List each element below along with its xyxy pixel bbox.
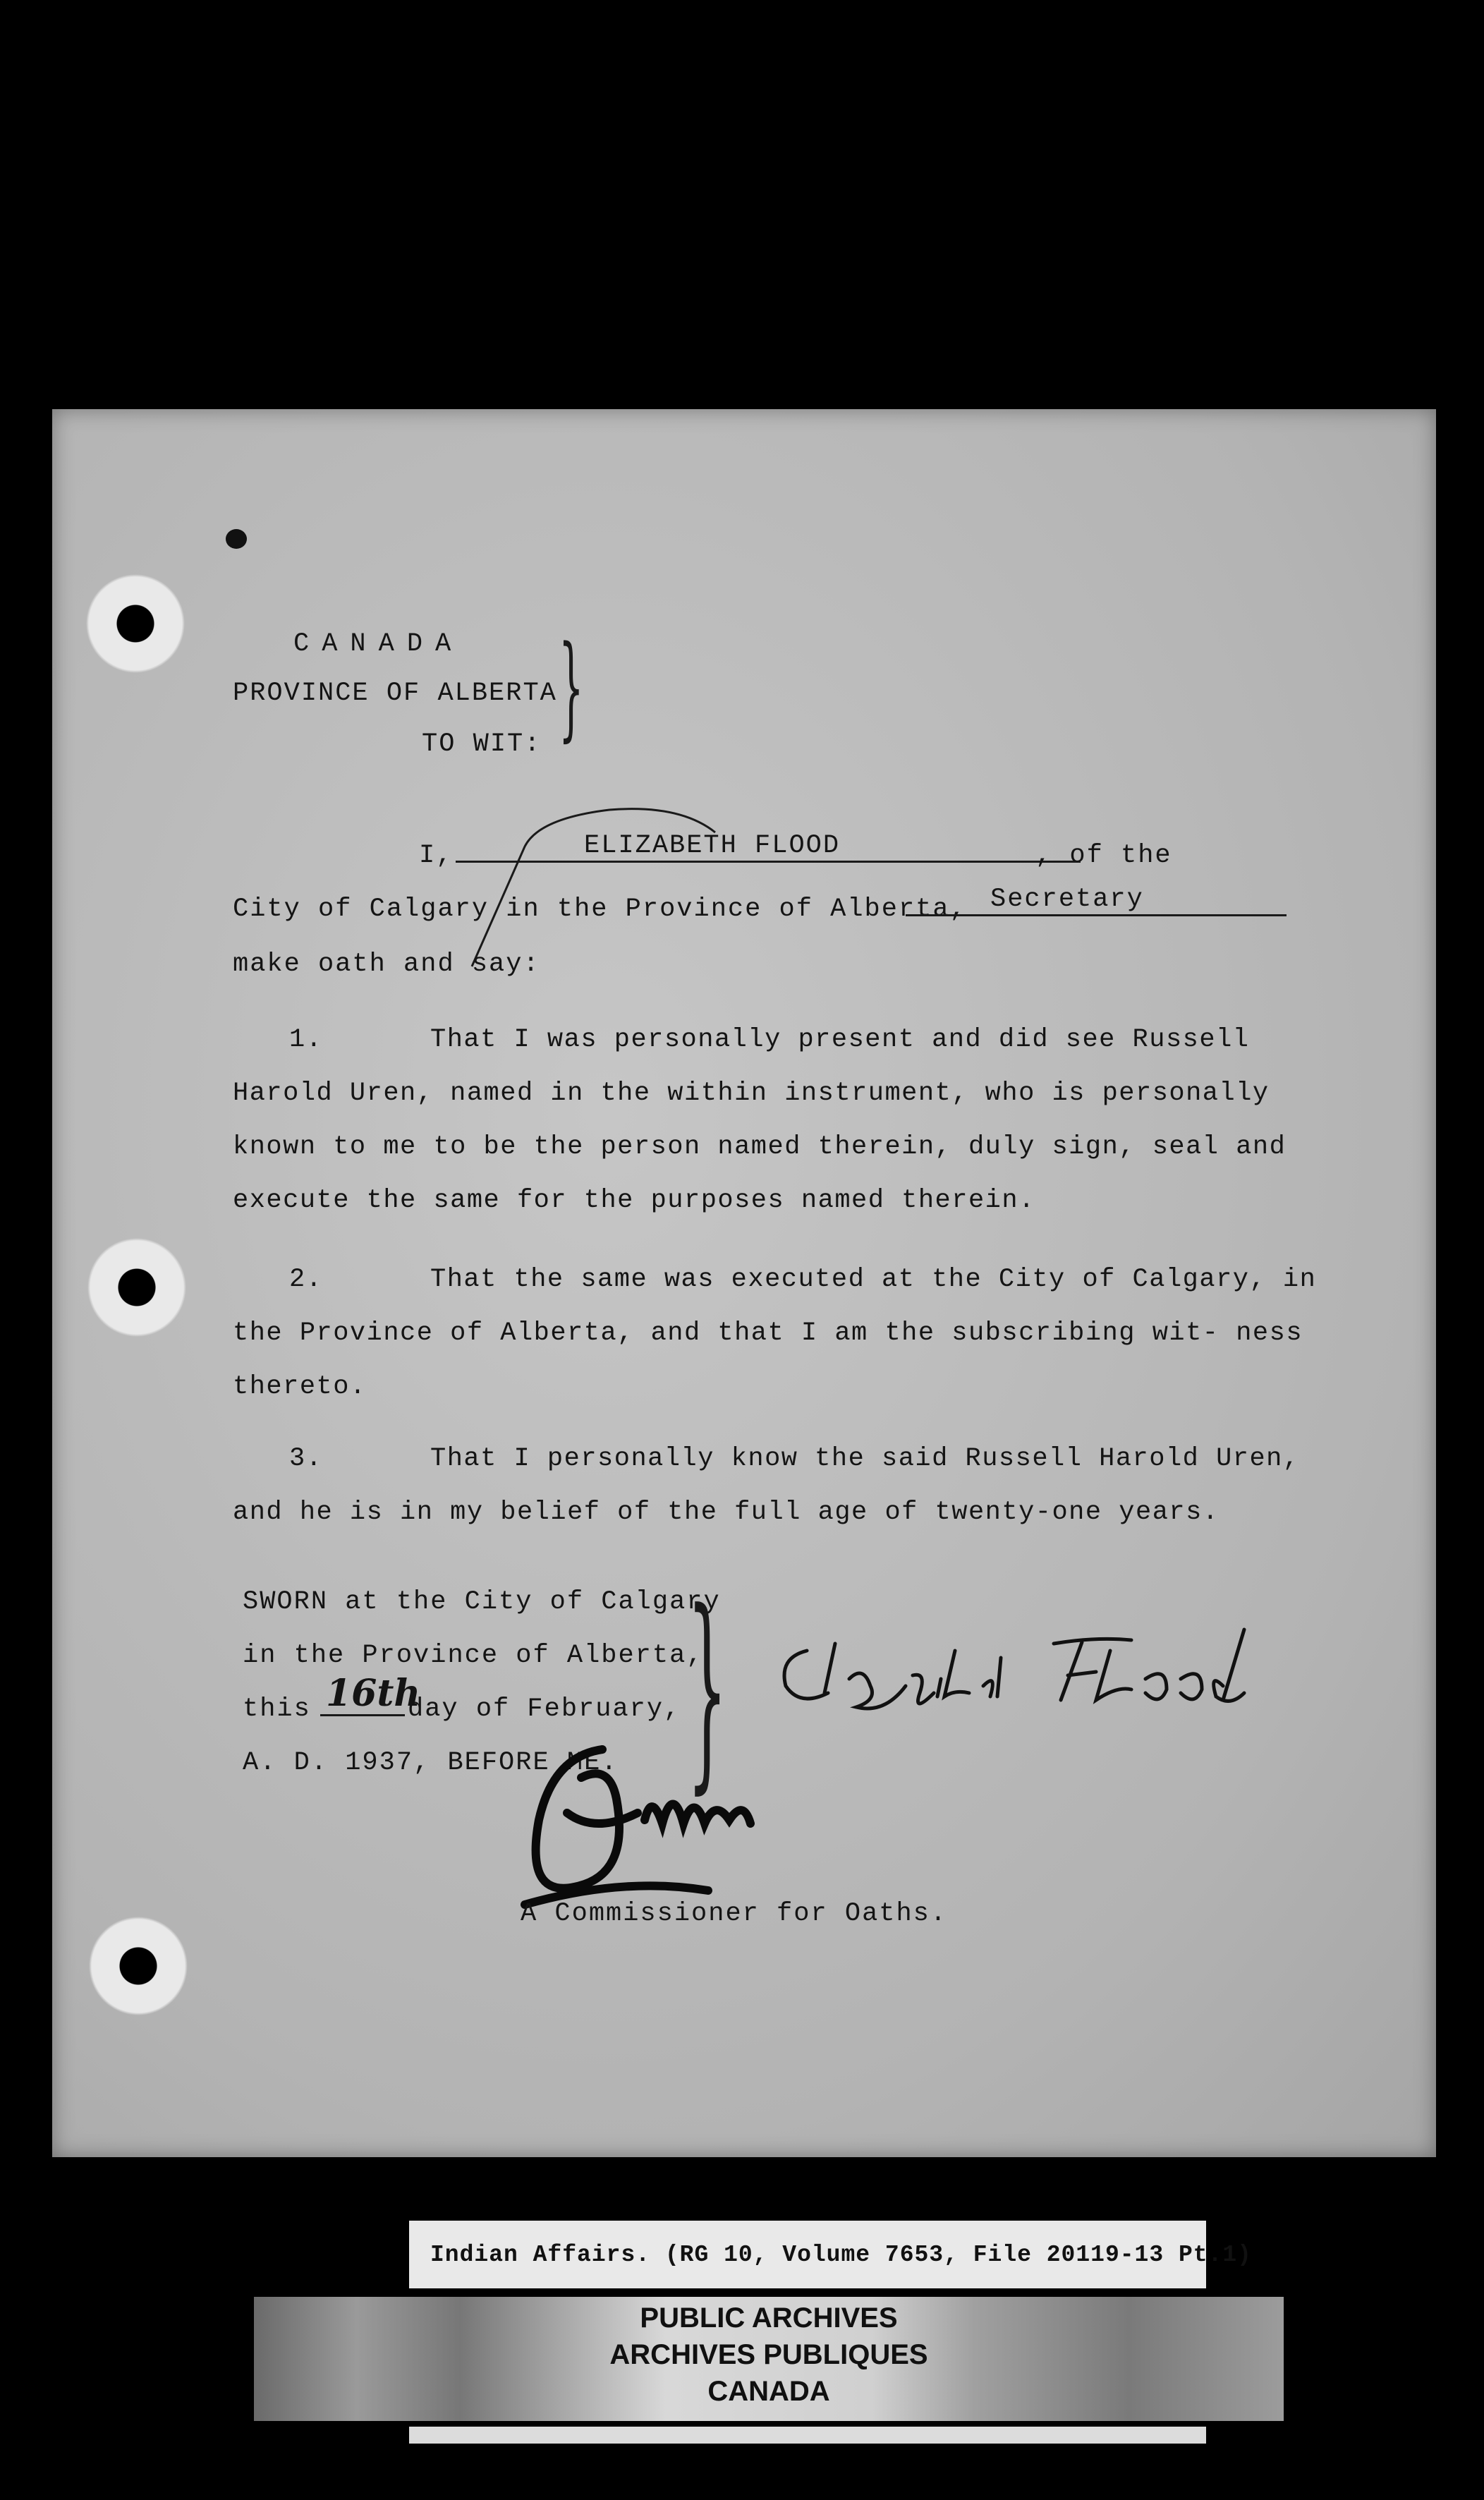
paragraph-2 (233, 1253, 1319, 1414)
punch-hole-bottom (89, 1917, 188, 2015)
archive-stamp (254, 2297, 1284, 2421)
punch-hole-top (86, 574, 185, 673)
deponent-name: ELIZABETH FLOOD (584, 831, 841, 861)
deponent-intro: I, (419, 841, 454, 870)
jurat-line-4: A. D. 1937, BEFORE ME. (243, 1748, 619, 1778)
deponent-place: City of Calgary in the Province of Alberta, (233, 894, 967, 924)
paragraph-1-text: That I was personally present and did see Russell Harold Uren, named in the within instrument, who is personally known to me to be the person named therein, duly sign, seal and execute the same for the purposes named therein. (233, 1025, 1287, 1215)
oath-line: make oath and say: (233, 949, 540, 979)
archive-reference-text: Indian Affairs. (RG 10, Volume 7653, File 20119-13 Pt.1) (430, 2242, 1252, 2268)
jurat-line-3-prefix: this (243, 1694, 311, 1724)
deponent-of-the: , of the (1035, 841, 1172, 870)
jurat-day: 16th (326, 1672, 421, 1715)
film-edge-strip (409, 2427, 1206, 2444)
jurat-line-2: in the Province of Alberta, (243, 1641, 704, 1670)
stamp-line-1: PUBLIC ARCHIVES (640, 2302, 898, 2334)
paragraph-3-number: 3. (289, 1444, 323, 1474)
caption-country: CANADA (293, 629, 464, 659)
caption-province: PROVINCE OF ALBERTA (233, 679, 557, 708)
paragraph-3-text: That I personally know the said Russell Harold Uren, and he is in my belief of the full age of twenty-one years. (233, 1444, 1300, 1527)
punch-hole-middle (87, 1238, 186, 1337)
deponent-name-pen-stroke (468, 804, 722, 973)
caption-brace: } (559, 621, 584, 753)
paragraph-1 (233, 1013, 1319, 1227)
commissioner-title: A Commissioner for Oaths. (521, 1899, 948, 1929)
paragraph-2-number: 2. (289, 1265, 323, 1294)
deponent-occupation: Secretary (990, 885, 1144, 914)
deponent-signature (765, 1608, 1301, 1735)
jurat-brace: } (687, 1566, 728, 1812)
jurat-line-1: SWORN at the City of Calgary (243, 1587, 721, 1617)
paragraph-1-number: 1. (289, 1025, 323, 1055)
archive-reference-label (409, 2221, 1252, 2288)
paragraph-3 (233, 1432, 1319, 1539)
occupation-rule (906, 914, 1287, 916)
stamp-line-2: ARCHIVES PUBLIQUES (609, 2339, 928, 2370)
paragraph-2-text: That the same was executed at the City of Calgary, in the Province of Alberta, and that I am the subscribing wit- ness thereto. (233, 1265, 1317, 1402)
jurat-line-3-suffix: day of February, (408, 1694, 681, 1724)
stamp-line-3: CANADA (707, 2376, 830, 2407)
ink-blot (226, 529, 247, 549)
caption-to-wit: TO WIT: (422, 729, 542, 759)
affidavit-page (52, 409, 1436, 2157)
